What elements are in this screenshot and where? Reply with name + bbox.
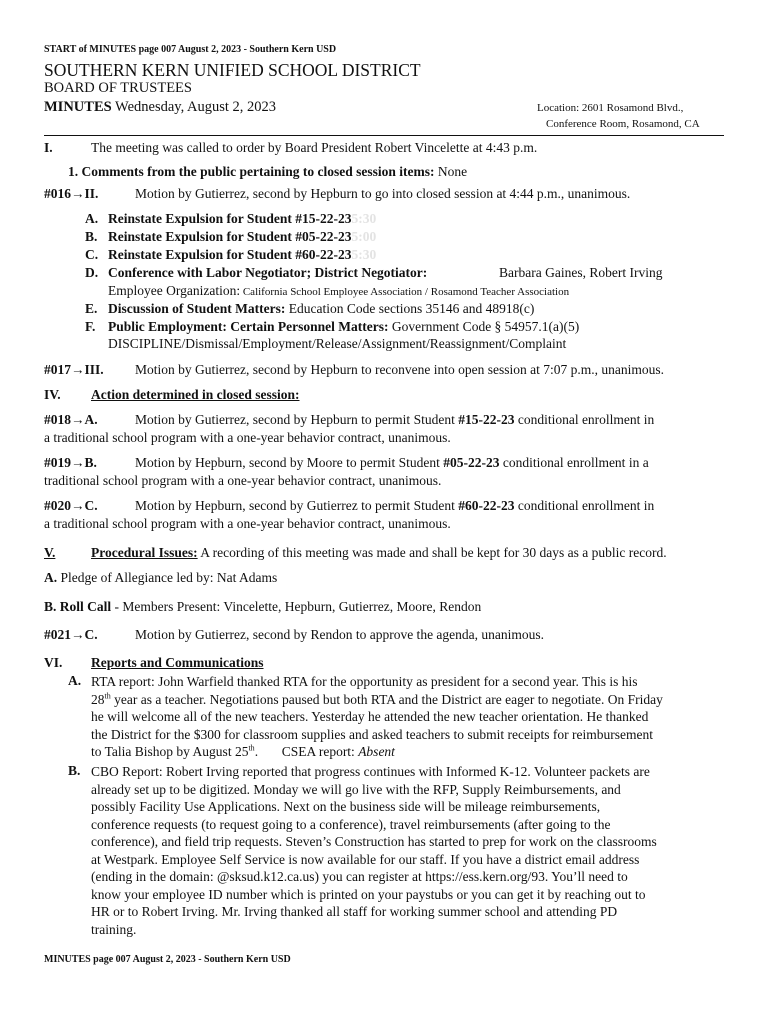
cbo-report: CBO Report: Robert Irving reported that progress continues with Informed K-12. Volunteer packets are already set up to be digitized. Monday we will go live with the RFP, Supply Reimbursements, and possibly Facility Use Applications. Next on the business side will be mileage reimbursements, conference requests (to request going to a conference), travel reimbursements (after going to the conference), and field trip requests. Steven’s Construction has started to prep for work on the classrooms at Westpark. Employee Self Service is now available for our staff. If you have a district email address (ending in the domain: @sksud.k12.ca.us) you can register at https://ess.kern.org/93. You’ll need to know your employee ID number which is printed on your paystubs or you can get it by reaching out to HR or to Robert Irving. Mr. Irving thanked all staff for working summer school and attending PD training. — [91, 764, 657, 937]
roll-call-item: B. Roll Call - Members Present: Vincelette, Hepburn, Gutierrez, Moore, Rendon — [44, 599, 482, 614]
motion-number: #017→III. — [44, 362, 104, 377]
motion-020: #020→C. — [44, 498, 98, 513]
closed-item-number: D. — [85, 265, 99, 280]
ghost-time: 5:30 — [351, 211, 377, 226]
minutes-heading — [44, 99, 276, 116]
closed-item-d-label: Conference with Labor Negotiator; District Negotiator: — [108, 265, 428, 280]
page-footer: MINUTES page 007 August 2, 2023 - Southern Kern USD — [44, 954, 291, 965]
rta-report: RTA report: John Warfield thanked RTA for the opportunity as president for a second year. This is his 28th year as a teacher. Negotiations paused but both RTA and the District are eager to negotiate. On Friday he will welcome all of the new teachers. Yesterday he attended the new teacher orientation. He thanked the District for the $300 for classroom supplies and asked teachers to submit receipts for reimbursement to Talia Bishop by August 25th. CSEA report: Absent — [91, 674, 663, 759]
motion-text-line2: a traditional school program with a one-year behavior contract, unanimous. — [44, 430, 451, 445]
closed-item-number: B. — [85, 229, 98, 244]
closed-item-e: Discussion of Student Matters: Education Code sections 35146 and 48918(c) — [108, 301, 535, 316]
employee-organization: Employee Organization: California School Employee Association / Rosamond Teacher Association — [108, 283, 570, 298]
motion-018: #018→A. — [44, 412, 98, 427]
section-number: V. — [44, 545, 56, 560]
section-title: Reports and Communications — [91, 655, 264, 670]
closed-item-number: A. — [85, 211, 99, 226]
pledge-item: A. Pledge of Allegiance led by: Nat Adams — [44, 570, 278, 585]
public-comments-item — [68, 164, 467, 180]
motion-text-line2: traditional school program with a one-year behavior contract, unanimous. — [44, 473, 442, 488]
item-label: Comments from the public pertaining to closed session items: — [81, 164, 435, 179]
motion-text: Motion by Gutierrez, second by Hepburn to reconvene into open session at 7:07 p.m., unanimous. — [135, 362, 665, 377]
minutes-label: MINUTES — [44, 99, 112, 115]
header-divider — [44, 135, 724, 136]
motion-number: #021→C. — [44, 627, 98, 642]
section-number: IV. — [44, 387, 61, 402]
motion-text: Motion by Gutierrez, second by Rendon to approve the agenda, unanimous. — [135, 627, 545, 642]
section-number: VI. — [44, 655, 63, 670]
location-line2: Conference Room, Rosamond, CA — [546, 118, 700, 130]
minutes-date: Wednesday, August 2, 2023 — [111, 99, 277, 115]
closed-item-number: E. — [85, 301, 98, 316]
closed-item-f: Public Employment: Certain Personnel Matters: Government Code § 54957.1(a)(5) — [108, 319, 580, 334]
ghost-time: 5:30 — [351, 247, 377, 262]
district-title: SOUTHERN KERN UNIFIED SCHOOL DISTRICT — [44, 60, 421, 80]
closed-item-b: Reinstate Expulsion for Student #05-22-235:00 — [108, 229, 377, 244]
motion-019: #019→B. — [44, 455, 97, 470]
motion-number: #016→II. — [44, 186, 99, 201]
personnel-matters-list: DISCIPLINE/Dismissal/Employment/Release/Assignment/Reassignment/Complaint — [108, 336, 567, 351]
header-top-line: START of MINUTES page 007 August 2, 2023 - Southern Kern USD — [44, 44, 337, 55]
closed-item-number: C. — [85, 247, 99, 262]
negotiator-names: Barbara Gaines, Robert Irving — [499, 265, 663, 280]
motion-text: Motion by Gutierrez, second by Hepburn to go into closed session at 4:44 p.m., unanimous. — [135, 186, 631, 201]
report-number: A. — [68, 673, 82, 688]
ghost-time: 5:00 — [351, 229, 377, 244]
motion-text: Motion by Hepburn, second by Gutierrez to permit Student #60-22-23 conditional enrollment in — [135, 498, 655, 513]
procedural-issues: Procedural Issues: A recording of this meeting was made and shall be kept for 30 days as a public record. — [91, 545, 667, 560]
motion-text: Motion by Gutierrez, second by Hepburn to permit Student #15-22-23 conditional enrollment in — [135, 412, 655, 427]
motion-text: Motion by Hepburn, second by Moore to permit Student #05-22-23 conditional enrollment in a — [135, 455, 649, 470]
closed-item-a: Reinstate Expulsion for Student #15-22-235:30 — [108, 211, 377, 226]
closed-item-number: F. — [85, 319, 96, 334]
item-value: None — [434, 164, 468, 179]
call-to-order-text: The meeting was called to order by Board President Robert Vincelette at 4:43 p.m. — [91, 140, 538, 155]
motion-text-line2: a traditional school program with a one-year behavior contract, unanimous. — [44, 516, 451, 531]
closed-item-c: Reinstate Expulsion for Student #60-22-235:30 — [108, 247, 377, 262]
location-line1: Location: 2601 Rosamond Blvd., — [537, 102, 684, 114]
section-title: Action determined in closed session: — [91, 387, 300, 402]
board-title: BOARD OF TRUSTEES — [44, 80, 192, 96]
item-number: 1. — [68, 164, 79, 179]
section-number: I. — [44, 140, 53, 155]
report-number: B. — [68, 763, 81, 778]
